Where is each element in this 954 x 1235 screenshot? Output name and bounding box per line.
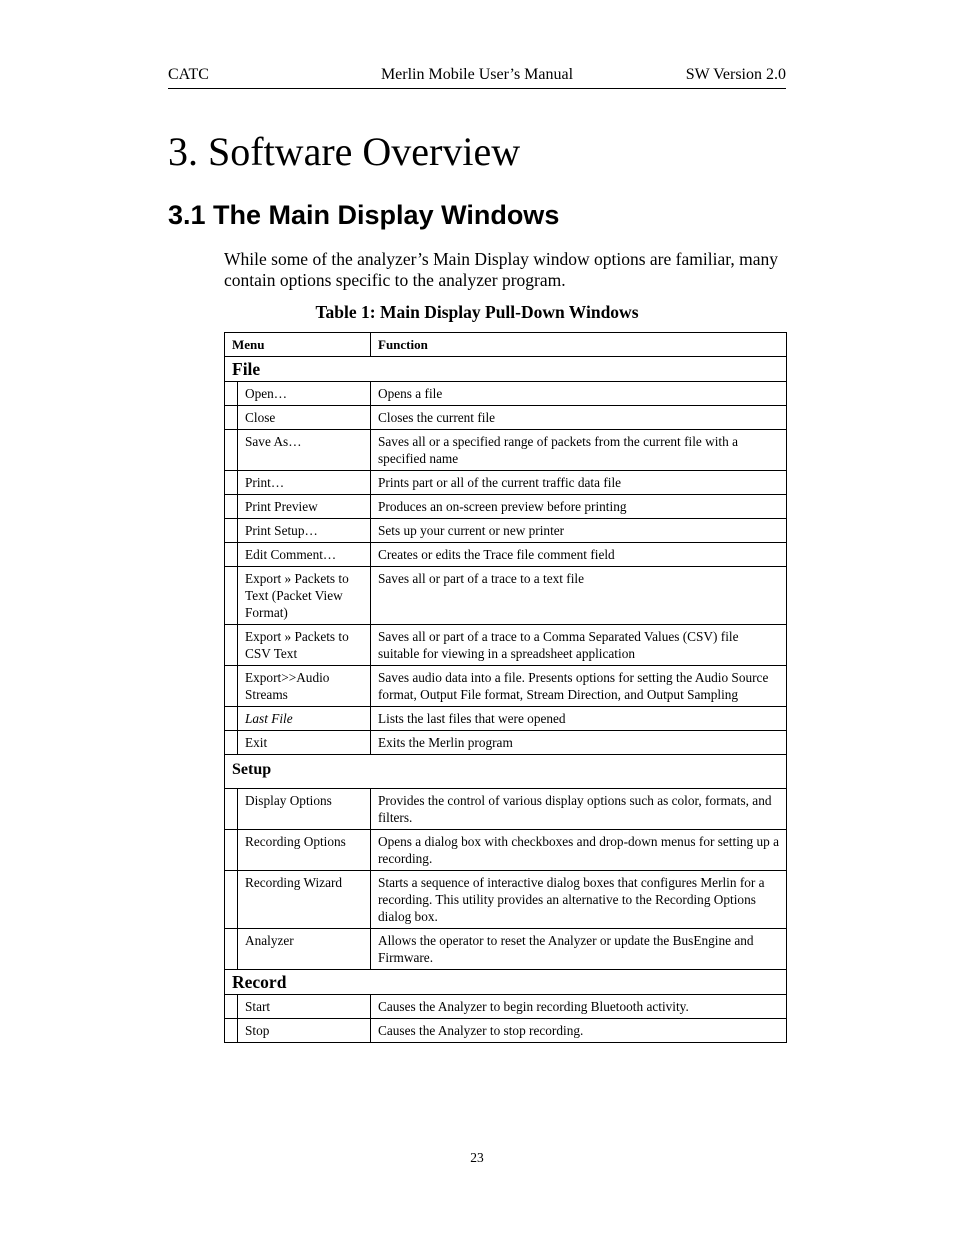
menu-function-table — [224, 332, 787, 1043]
header-company: CATC — [168, 66, 209, 83]
table-row — [225, 995, 787, 1019]
menu-item-cell: Edit Comment… — [238, 543, 371, 567]
table-row — [225, 1019, 787, 1043]
function-cell: Saves all or a specified range of packets from the current file with a specified name — [371, 430, 787, 471]
column-header-menu: Menu — [225, 333, 371, 357]
menu-item-cell: Analyzer — [238, 929, 371, 970]
table-row — [225, 382, 787, 406]
table-row — [225, 731, 787, 755]
menu-item-cell: Print Preview — [238, 495, 371, 519]
menu-item-cell: Print Setup… — [238, 519, 371, 543]
table-row — [225, 871, 787, 929]
intro-paragraph: While some of the analyzer’s Main Display window options are familiar, many contain options specific to the analyzer program. — [224, 249, 778, 290]
menu-group-name: Record — [225, 970, 787, 995]
function-cell: Causes the Analyzer to stop recording. — [371, 1019, 787, 1043]
running-header — [168, 66, 786, 89]
indent-cell — [225, 929, 238, 970]
header-version: SW Version 2.0 — [685, 66, 786, 83]
indent-cell — [225, 430, 238, 471]
header-manual-title: Merlin Mobile User’s Manual — [380, 66, 574, 83]
function-cell: Provides the control of various display options such as color, formats, and filters. — [371, 789, 787, 830]
menu-group-name: Setup — [225, 755, 787, 789]
table-row — [225, 707, 787, 731]
function-cell: Sets up your current or new printer — [371, 519, 787, 543]
table-row — [225, 519, 787, 543]
indent-cell — [225, 495, 238, 519]
menu-group-row — [225, 357, 787, 382]
function-cell: Allows the operator to reset the Analyzer or update the BusEngine and Firmware. — [371, 929, 787, 970]
function-cell: Produces an on-screen preview before printing — [371, 495, 787, 519]
menu-item-cell: Recording Wizard — [238, 871, 371, 929]
indent-cell — [225, 1019, 238, 1043]
indent-cell — [225, 666, 238, 707]
function-cell: Closes the current file — [371, 406, 787, 430]
menu-group-row — [225, 755, 787, 789]
table-caption: Table 1: Main Display Pull-Down Windows — [315, 302, 639, 322]
table-row — [225, 929, 787, 970]
indent-cell — [225, 995, 238, 1019]
menu-item-cell: Export>>Audio Streams — [238, 666, 371, 707]
menu-item-cell: Last File — [238, 707, 371, 731]
menu-item-cell: Open… — [238, 382, 371, 406]
function-cell: Creates or edits the Trace file comment field — [371, 543, 787, 567]
menu-item-cell: Print… — [238, 471, 371, 495]
table-row — [225, 430, 787, 471]
menu-group-name: File — [225, 357, 787, 382]
indent-cell — [225, 789, 238, 830]
menu-item-cell: Start — [238, 995, 371, 1019]
menu-item-cell: Export » Packets to CSV Text — [238, 625, 371, 666]
function-cell: Opens a file — [371, 382, 787, 406]
indent-cell — [225, 731, 238, 755]
page-number: 23 — [470, 1150, 484, 1165]
table-row — [225, 543, 787, 567]
menu-item-cell: Display Options — [238, 789, 371, 830]
table-row — [225, 406, 787, 430]
table-row — [225, 567, 787, 625]
menu-group-row — [225, 970, 787, 995]
menu-item-cell: Save As… — [238, 430, 371, 471]
function-cell: Saves audio data into a file. Presents options for setting the Audio Source format, Output File format, Stream Direction, and Output Sampling — [371, 666, 787, 707]
menu-item-cell: Close — [238, 406, 371, 430]
section-title: 3.1 The Main Display Windows — [168, 200, 560, 230]
indent-cell — [225, 543, 238, 567]
indent-cell — [225, 519, 238, 543]
function-cell: Lists the last files that were opened — [371, 707, 787, 731]
column-header-function: Function — [371, 333, 787, 357]
indent-cell — [225, 871, 238, 929]
table-row — [225, 495, 787, 519]
indent-cell — [225, 382, 238, 406]
indent-cell — [225, 471, 238, 495]
function-cell: Prints part or all of the current traffic data file — [371, 471, 787, 495]
indent-cell — [225, 625, 238, 666]
menu-item-cell: Stop — [238, 1019, 371, 1043]
table-row — [225, 789, 787, 830]
table-header-row — [225, 333, 787, 357]
function-cell: Exits the Merlin program — [371, 731, 787, 755]
function-cell: Starts a sequence of interactive dialog boxes that configures Merlin for a recording. This utility provides an alternative to the Recording Options dialog box. — [371, 871, 787, 929]
indent-cell — [225, 567, 238, 625]
table-row — [225, 625, 787, 666]
function-cell: Causes the Analyzer to begin recording Bluetooth activity. — [371, 995, 787, 1019]
chapter-title: 3. Software Overview — [168, 129, 521, 174]
indent-cell — [225, 830, 238, 871]
function-cell: Saves all or part of a trace to a Comma Separated Values (CSV) file suitable for viewing in a spreadsheet application — [371, 625, 787, 666]
function-cell: Saves all or part of a trace to a text file — [371, 567, 787, 625]
menu-item-cell: Exit — [238, 731, 371, 755]
table-row — [225, 830, 787, 871]
indent-cell — [225, 406, 238, 430]
table-row — [225, 471, 787, 495]
menu-item-cell: Recording Options — [238, 830, 371, 871]
function-cell: Opens a dialog box with checkboxes and drop-down menus for setting up a recording. — [371, 830, 787, 871]
table-row — [225, 666, 787, 707]
indent-cell — [225, 707, 238, 731]
menu-item-cell: Export » Packets to Text (Packet View Format) — [238, 567, 371, 625]
